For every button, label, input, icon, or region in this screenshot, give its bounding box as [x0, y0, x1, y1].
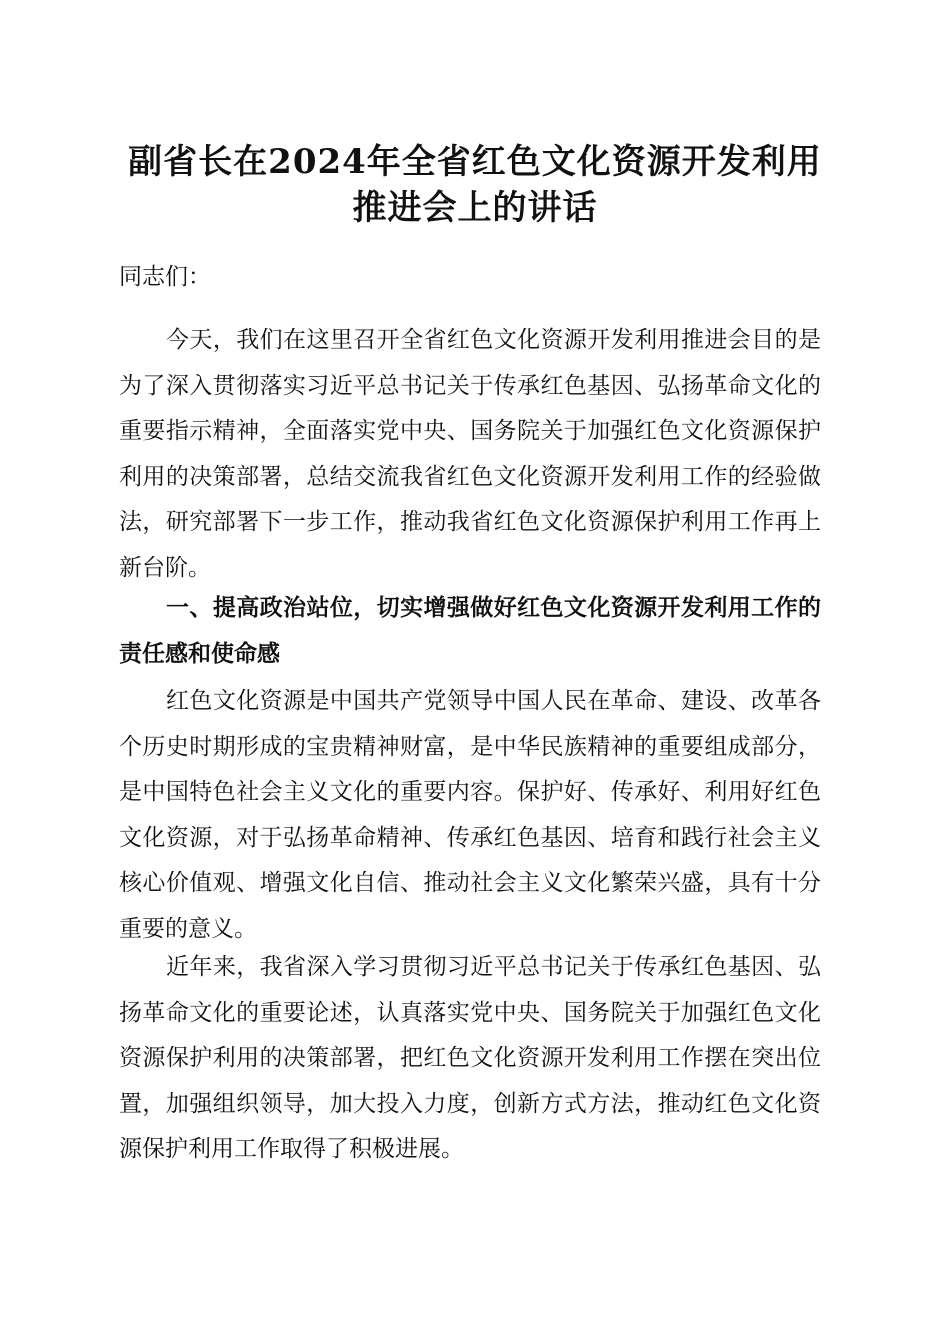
paragraph-red-culture: 红色文化资源是中国共产党领导中国人民在革命、建设、改革各个历史时期形成的宝贵精神财富，是中华民族精神的重要组成部分，是中国特色社会主义文化的重要内容。保护好、传承好、利用好红色文化资源，对于弘扬革命精神、传承红色基因、培育和践行社会主义核心价值观、增强文化自信、推动社会主义文化繁荣兴盛，具有十分重要的意义。	[119, 688, 821, 942]
section-heading-1: 一、提高政治站位，切实增强做好红色文化资源开发利用工作的责任感和使命感	[119, 595, 821, 667]
greeting: 同志们：	[119, 264, 211, 290]
document-title-line1: 副省长在2024年全省红色文化资源开发利用	[128, 142, 822, 182]
paragraph-recent-years: 近年来，我省深入学习贯彻习近平总书记关于传承红色基因、弘扬革命文化的重要论述，认真落实党中央、国务院关于加强红色文化资源保护利用的决策部署，把红色文化资源开发利用工作摆在突出位置，加强组织领导，加大投入力度，创新方式方法，推动红色文化资源保护利用工作取得了积极进展。	[119, 954, 821, 1162]
paragraph-intro: 今天，我们在这里召开全省红色文化资源开发利用推进会目的是为了深入贯彻落实习近平总书记关于传承红色基因、弘扬革命文化的重要指示精神，全面落实党中央、国务院关于加强红色文化资源保护利用的决策部署，总结交流我省红色文化资源开发利用工作的经验做法，研究部署下一步工作，推动我省红色文化资源保护利用工作再上新台阶。	[119, 327, 821, 581]
document-title-line2: 推进会上的讲话	[352, 188, 598, 228]
